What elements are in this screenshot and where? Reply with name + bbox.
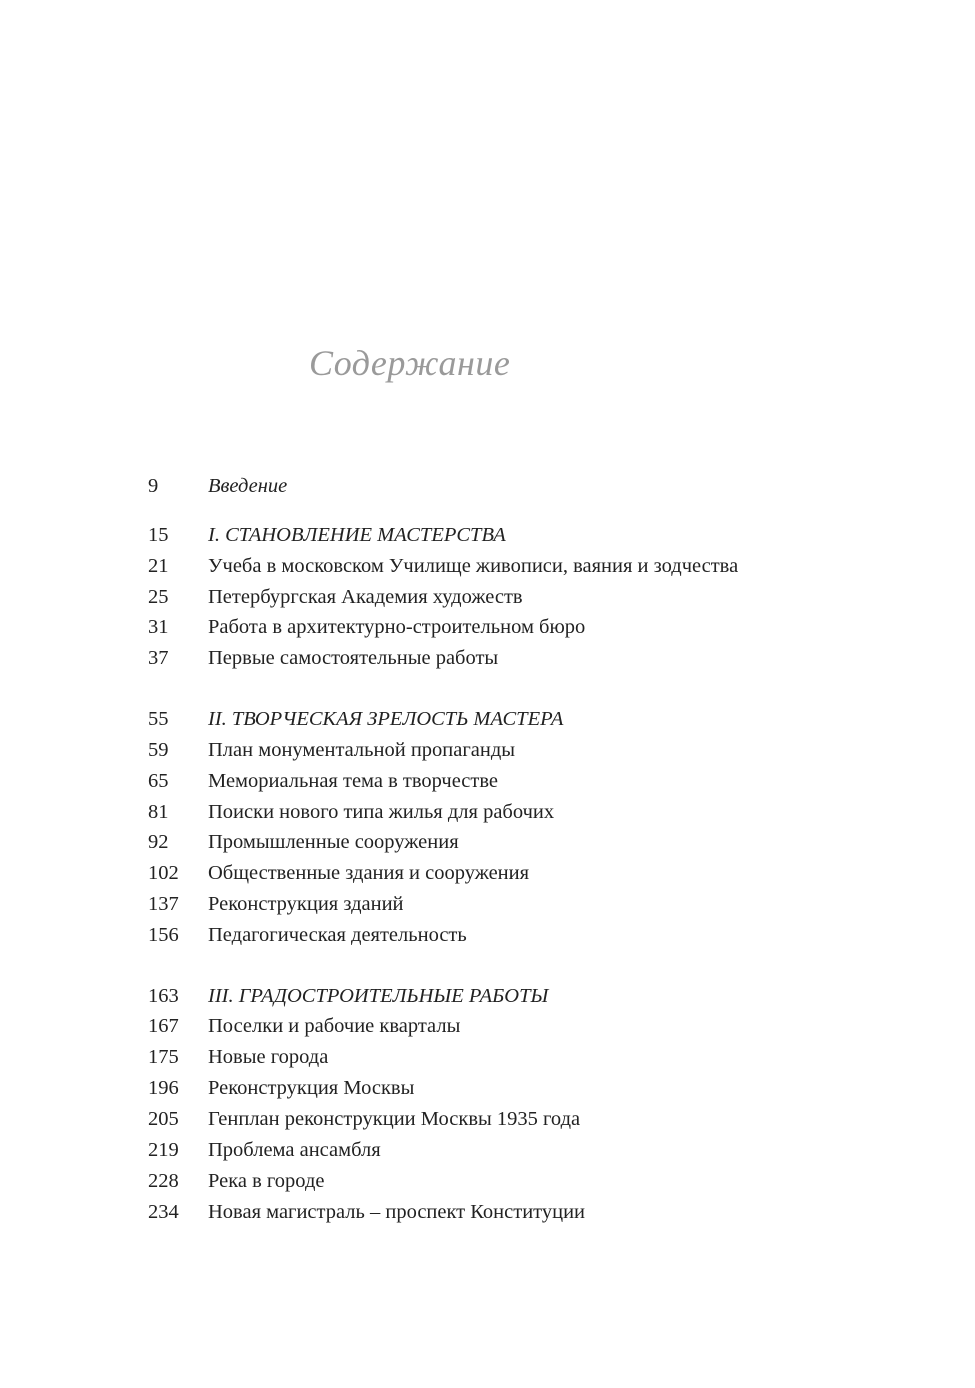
toc-entry[interactable] (0, 858, 975, 889)
toc-section-heading[interactable] (0, 704, 975, 735)
toc-entry-title: Педагогическая деятельность (208, 924, 467, 946)
toc-entry-title: Общественные здания и сооружения (208, 862, 530, 884)
toc-entry[interactable] (0, 797, 975, 828)
toc-entry[interactable] (0, 920, 975, 951)
toc-entry-title: Реконструкция зданий (208, 893, 404, 915)
toc-section-heading[interactable] (0, 981, 975, 1012)
toc-entry-title: Новая магистраль – проспект Конституции (208, 1201, 586, 1223)
toc-entry[interactable] (0, 766, 975, 797)
toc-page-number: 81 (148, 801, 169, 823)
toc-entry[interactable] (0, 551, 975, 582)
toc-entry-title: Генплан реконструкции Москвы 1935 года (208, 1108, 581, 1130)
toc-page-number: 59 (148, 739, 169, 761)
toc-entry-title: Первые самостоятельные работы (208, 647, 499, 669)
toc-entry[interactable] (0, 1011, 975, 1042)
toc-entry-title: План монументальной пропаганды (208, 739, 516, 761)
toc-entry[interactable] (0, 1104, 975, 1135)
toc-entry[interactable] (0, 1197, 975, 1228)
toc-section-title: III. ГРАДОСТРОИТЕЛЬНЫЕ РАБОТЫ (208, 985, 549, 1007)
toc-entry-title: Петербургская Академия художеств (208, 586, 523, 608)
toc-page-number: 156 (148, 924, 179, 946)
toc-page-number: 137 (148, 893, 179, 915)
toc-entry-title: Поселки и рабочие кварталы (208, 1015, 461, 1037)
toc-entry-title: Поиски нового типа жилья для рабочих (208, 801, 555, 823)
toc-entry-title: Новые города (208, 1046, 329, 1068)
toc-entry[interactable] (0, 643, 975, 674)
toc-page-number: 102 (148, 862, 179, 884)
toc-entry-title: Введение (208, 475, 288, 497)
toc-entry-title: Проблема ансамбля (208, 1139, 381, 1161)
toc-entry[interactable] (0, 1042, 975, 1073)
toc-page-number: 31 (148, 616, 169, 638)
toc-page-number: 234 (148, 1201, 179, 1223)
toc-entry-intro[interactable] (0, 471, 975, 502)
toc-page-number: 37 (148, 647, 169, 669)
toc-entry-title: Промышленные сооружения (208, 831, 459, 853)
toc-entry-title: Река в городе (208, 1170, 325, 1192)
toc-entry-title: Мемориальная тема в творчестве (208, 770, 499, 792)
toc-entry-title: Реконструкция Москвы (208, 1077, 415, 1099)
toc-entry[interactable] (0, 582, 975, 613)
toc-page-number: 21 (148, 555, 169, 577)
toc-page-number: 196 (148, 1077, 179, 1099)
toc-entry[interactable] (0, 1135, 975, 1166)
toc-page-number: 55 (148, 708, 169, 730)
toc-page-number: 205 (148, 1108, 179, 1130)
toc-page-number: 219 (148, 1139, 179, 1161)
toc-page-number: 175 (148, 1046, 179, 1068)
toc-page-number: 15 (148, 524, 169, 546)
toc-section-heading[interactable] (0, 520, 975, 551)
toc-entry[interactable] (0, 1073, 975, 1104)
toc-entry[interactable] (0, 827, 975, 858)
toc-page-number: 92 (148, 831, 169, 853)
toc-entry[interactable] (0, 889, 975, 920)
page-title: Содержание (309, 343, 511, 383)
toc-entry-title: Работа в архитектурно-строительном бюро (208, 616, 586, 638)
toc-entry[interactable] (0, 612, 975, 643)
toc-page-number: 228 (148, 1170, 179, 1192)
toc-entry[interactable] (0, 735, 975, 766)
toc-entry-title: Учеба в московском Училище живописи, ваяния и зодчества (208, 555, 739, 577)
toc-section-title: II. ТВОРЧЕСКАЯ ЗРЕЛОСТЬ МАСТЕРА (208, 708, 564, 730)
toc-page-number: 9 (148, 475, 159, 497)
toc-entry[interactable] (0, 1166, 975, 1197)
toc-page-number: 65 (148, 770, 169, 792)
toc-page-number: 163 (148, 985, 179, 1007)
toc-page-number: 167 (148, 1015, 179, 1037)
toc-page-number: 25 (148, 586, 169, 608)
toc-section-title: I. СТАНОВЛЕНИЕ МАСТЕРСТВА (208, 524, 506, 546)
